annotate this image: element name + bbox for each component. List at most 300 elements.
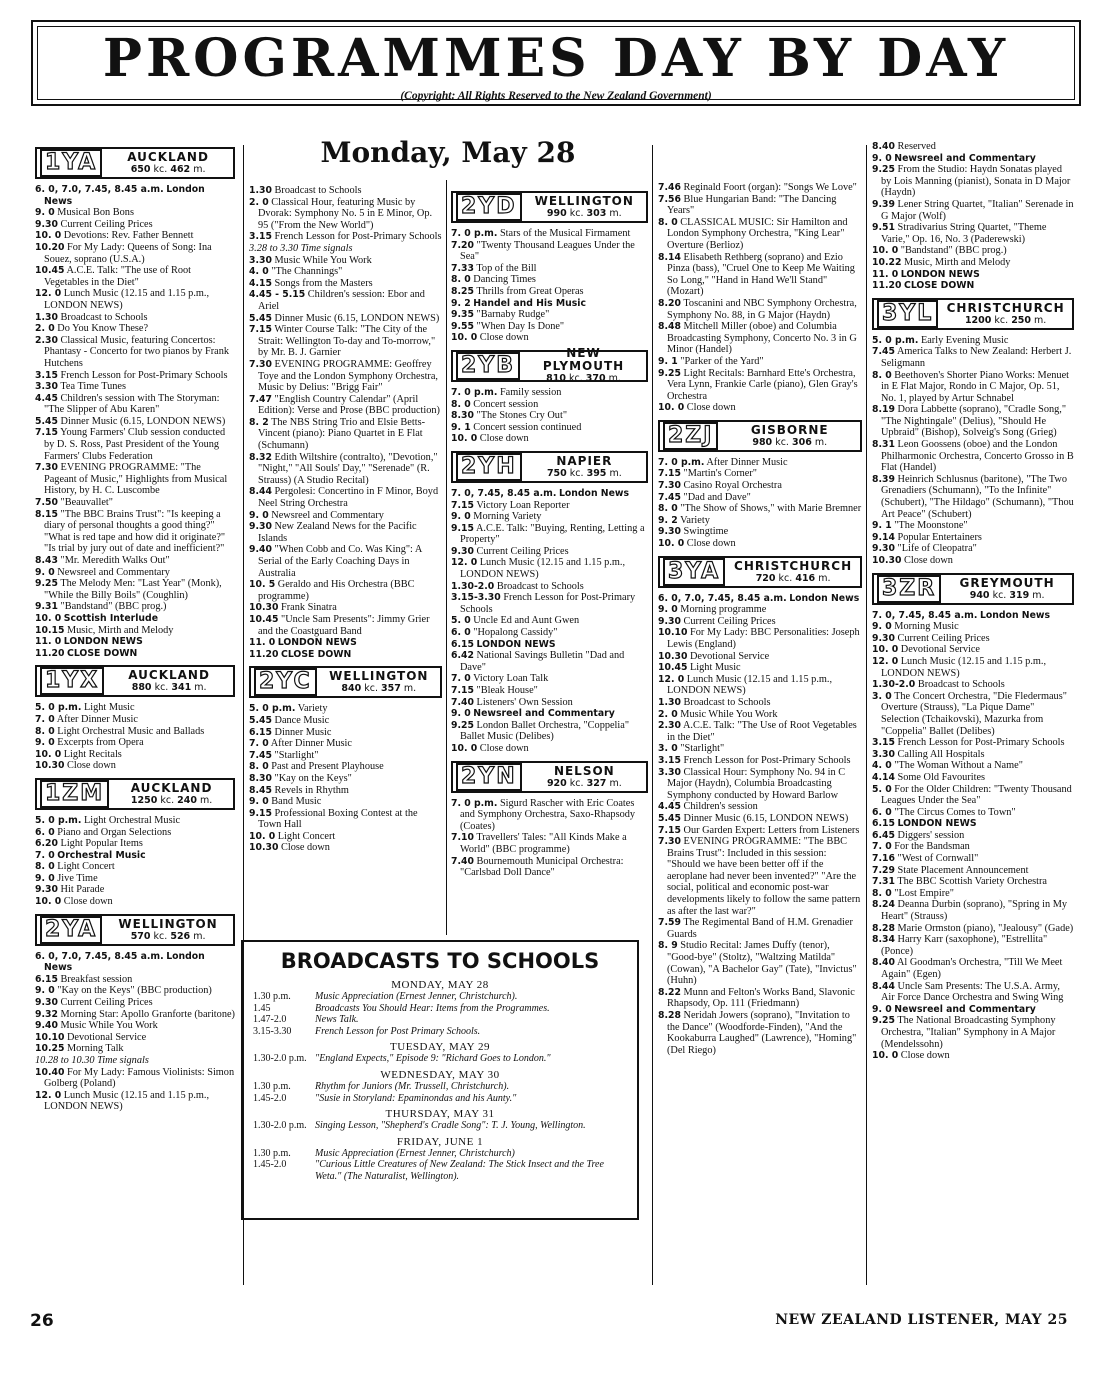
programme-title: Scottish Interlude [63, 612, 159, 624]
programme-entry [872, 981, 1074, 1004]
station-kc: 750 [546, 467, 567, 479]
programme-time: 11.20 [35, 647, 65, 659]
programme-time: 5.45 [658, 812, 681, 824]
programme-time: 5. 0 p.m. [35, 814, 82, 826]
programme-title: A.C.E. Talk: "The use of Root Vegetables in the Diet" [44, 265, 191, 288]
programme-entry [35, 726, 235, 738]
programme-entry [35, 815, 235, 827]
programme-entry [658, 743, 862, 755]
programme-entry [35, 509, 235, 555]
programme-title: Reserved [897, 141, 936, 152]
station-metres: 526 [170, 930, 191, 942]
programme-entry [249, 243, 442, 255]
programme-time: 9. 2 [451, 297, 471, 309]
programme-title: Frank Sinatra [281, 602, 337, 614]
programme-time: 10. 5 [249, 579, 276, 591]
programme-entry [35, 601, 235, 613]
programme-title: Close down [479, 332, 529, 344]
programme-time: 9.25 [872, 164, 895, 176]
programme-entry [35, 985, 235, 997]
programme-time: 10. 0 [872, 644, 899, 656]
programme-title: London News [44, 184, 205, 207]
programme-time: 10. 0 [35, 748, 62, 760]
programme-title: "The Circus Comes to Town" [894, 806, 1016, 818]
broadcasts-to-schools-box [241, 940, 639, 1220]
programme-entry [658, 616, 862, 628]
programme-entry [658, 515, 862, 527]
programme-time: 10.30 [249, 602, 279, 614]
programme-title: Close down [67, 760, 116, 772]
programme-time: 7.15 [451, 685, 474, 696]
programme-entry [451, 240, 648, 263]
programme-entry [451, 650, 648, 673]
programme-title: Harry Karr (saxophone), "Estrellita" (Ponce) [881, 934, 1048, 957]
programme-time: 12. 0 [35, 1089, 62, 1101]
programme-time: 9.25 [872, 1015, 895, 1027]
programme-entry [35, 850, 235, 862]
programme-time: 5.45 [249, 312, 272, 324]
programme-time: 8. 0 [249, 761, 269, 773]
programme-time: 9. 0 [249, 796, 269, 808]
programme-title: Leon Goossens (oboe) and the London Philharmonic Orchestra, Concerto Grosso in B Flat (Handel) [881, 439, 1074, 474]
programme-entry [451, 410, 648, 422]
programme-time: 6. 0, 7.0, 7.45, 8.45 a.m. [35, 950, 164, 962]
programme-title: "Starlight" [680, 743, 725, 755]
programme-title: Thrills from Great Operas [476, 285, 584, 297]
programme-time: 8. 0 [658, 216, 678, 228]
programme-time: 8.40 [872, 957, 895, 969]
programme-time: 7.33 [451, 262, 474, 274]
programme-time: 3.15-3.30 [451, 592, 501, 604]
programme-title: Close down [900, 1050, 950, 1062]
programme-title: Light Popular Items [60, 838, 143, 850]
programme-time: 9.15 [451, 522, 474, 534]
station-frequency: 880 kc. 341 m. [131, 682, 207, 694]
programme-title: "Mr. Meredith Walks Out" [60, 555, 170, 566]
programme-time: 8. 0 [451, 274, 471, 286]
programme-title: Music, Mirth and Melody [904, 256, 1011, 268]
programme-title: Geraldo and His Orchestra (BBC programme) [258, 579, 415, 602]
programme-entry [451, 557, 648, 580]
programme-title: LONDON NEWS [277, 637, 357, 649]
programme-title: From the Studio: Haydn Sonatas played by Lois Manning (pianist), Sonata in D Major (Haydn) [881, 164, 1071, 199]
programme-title: Close down [479, 742, 529, 754]
programme-title: Music While You Work [60, 1020, 158, 1032]
programme-entry [35, 884, 235, 896]
station-header [451, 191, 648, 223]
programme-title: Calling All Hospitals [897, 748, 985, 760]
programme-title: Close down [686, 538, 736, 550]
programme-entry [658, 503, 862, 515]
programme-entry [451, 488, 648, 500]
schools-broadcast-line [253, 1026, 627, 1038]
programme-time: 3.15 [872, 737, 895, 749]
programme-time: 9. 0 [35, 737, 55, 749]
programme-entry [451, 263, 648, 275]
programme-title: Winter Course Talk: "The City of the Strait: Wellington To-day and To-morrow," by Mr. B. J. Garnier [258, 324, 436, 359]
programme-title: Stars of the Musical Firmament [499, 228, 631, 239]
programme-title: Light Orchestral Music [83, 814, 181, 826]
programme-time: 9. 0 [658, 604, 678, 616]
programme-time: 11.20 [249, 648, 279, 660]
programme-entry [35, 370, 235, 382]
station-callsign-logo: 2YH [456, 453, 522, 481]
programme-time: 2.30 [658, 720, 681, 732]
programme-entry [451, 422, 648, 434]
station-callsign-logo: 3ZR [877, 575, 941, 603]
programme-entry [872, 474, 1074, 520]
programme-entry [35, 636, 235, 648]
column-3 [451, 185, 648, 935]
programme-entry [658, 709, 862, 721]
programme-title: Musical Bon Bons [57, 207, 134, 219]
programme-time: 8. 0 [35, 861, 55, 873]
programme-title: Mitchell Miller (oboe) and Columbia Broadcasting Symphony, Concerto No. 3 in G Minor (Handel) [667, 321, 857, 356]
programme-time: 8. 2 [249, 416, 269, 428]
programme-entry [249, 255, 442, 267]
programme-time: 10.15 [35, 624, 65, 636]
programme-entry [35, 1090, 235, 1113]
programme-entry [872, 1004, 1074, 1016]
schools-broadcast-time: 1.30 p.m. [253, 1147, 291, 1159]
programme-title: Light Concert [57, 861, 115, 873]
programme-title: Young Farmers' Club session conducted by D. S. Ross, Past President of the Young Farmers' Clubs Federation [44, 427, 226, 462]
programme-time: 8. 0 [451, 398, 471, 410]
programme-title: Blue Hungarian Band: "The Dancing Years" [667, 193, 837, 217]
programme-title: The NBS String Trio and Elsie Betts-Vincent (piano): Piano Quartet in E Flat (Schumann) [258, 416, 425, 452]
programme-time: 10.45 [658, 662, 688, 674]
programme-entry [451, 387, 648, 399]
programme-title: Devotional Service [900, 644, 980, 656]
programme-entry [658, 182, 862, 194]
programme-entry [249, 278, 442, 290]
station-frequency: 1250 kc. 240 m. [130, 794, 213, 806]
programme-time: 7. 0 [872, 841, 892, 853]
station-info [321, 670, 437, 694]
programme-title: Swingtime [683, 526, 729, 538]
programme-title: Uncle Sam Presents: The U.S.A. Army, Air Force Dance Orchestra and Swing Wing [881, 980, 1064, 1004]
programme-entry [872, 772, 1074, 784]
station-info [106, 918, 230, 942]
programme-title: Tea Time Tunes [60, 381, 127, 393]
programme-entry [35, 427, 235, 462]
programme-time: 5. 0 p.m. [872, 334, 919, 346]
schools-broadcast-line [253, 1003, 627, 1015]
programme-entry [35, 555, 235, 567]
programme-entry [658, 917, 862, 940]
schools-broadcast-title: Music Appreciation (Ernest Jenner, Christchurch) [315, 1147, 515, 1159]
programme-title: London Ballet Orchestra, "Coppelia" Ballet Music (Delibes) [460, 719, 630, 743]
schools-broadcast-line [253, 1014, 627, 1026]
programme-time: 8.28 [872, 922, 895, 934]
programme-entry [872, 346, 1074, 369]
programme-entry [249, 231, 442, 243]
programme-entry [35, 265, 235, 288]
programme-title: A.C.E. Talk: "Buying, Renting, Letting a Property" [460, 522, 645, 546]
programme-title: The Melody Men: "Last Year" (Monk), "While the Billy Boils" (Coughlin) [44, 578, 222, 601]
schools-broadcast-title: "Susie in Storyland: Epaminondas and his Aunty." [315, 1092, 517, 1104]
programme-time: 7.16 [872, 853, 895, 865]
station-info [945, 577, 1069, 601]
programme-entry [249, 359, 442, 394]
programme-time: 8.24 [872, 899, 895, 911]
programme-entry [35, 760, 235, 772]
programme-time: 6.15 [451, 638, 474, 650]
programme-title: CLOSE DOWN [904, 280, 975, 292]
programme-time: 11. 0 [249, 637, 276, 649]
programme-entry [872, 957, 1074, 980]
schools-day-heading: FRIDAY, JUNE 1 [396, 1135, 484, 1148]
programme-time: 5. 0 p.m. [249, 703, 296, 715]
programme-title: Uncle Ed and Aunt Gwen [473, 615, 580, 627]
programme-entry [872, 439, 1074, 474]
programme-title: Dinner Music (6.15, LONDON NEWS) [274, 312, 440, 324]
programme-title: Casino Royal Orchestra [683, 480, 782, 492]
programme-title: Heinrich Schlusnus (baritone), "The Two Grenadiers (Schumann), "To the Infinite" (Schubert), "The Hildago" (Schumann), "Thou Art Peace" (Schubert) [881, 473, 1074, 520]
programme-entry [872, 520, 1074, 532]
programme-entry [249, 842, 442, 854]
programme-title: French Lesson for Post-Primary Schools [897, 737, 1065, 749]
programme-title: Dinner Music (6.15, LONDON NEWS) [683, 812, 849, 824]
programme-entry [658, 651, 862, 663]
schools-broadcast-line [253, 1053, 627, 1065]
schools-broadcast-title: Singing Lesson, "Shepherd's Cradle Song": T. J. Young, Wellington. [315, 1120, 586, 1132]
programme-title: "Martin's Corner" [683, 468, 757, 480]
programme-time: 9. 0 [249, 509, 269, 521]
programme-entry [451, 228, 648, 240]
programme-entry [35, 861, 235, 873]
programme-time: 7. 0 p.m. [451, 228, 498, 239]
programme-time: 6.15 [249, 726, 272, 738]
programme-time: 7. 0, 7.45, 8.45 a.m. [451, 487, 557, 499]
programme-entry [658, 940, 862, 986]
programme-title: Close down [281, 842, 330, 854]
programme-entry [249, 738, 442, 750]
programme-entry [35, 578, 235, 601]
station-info [108, 669, 230, 693]
programme-entry [35, 288, 235, 311]
programme-title: Broadcast to Schools [60, 311, 148, 323]
programme-title: EVENING PROGRAMME: Geoffrey Toye and the London Symphony Orchestra, Music by Delius: "Brigg Fair" [258, 358, 439, 394]
programme-title: 3.28 to 3.30 Time signals [249, 242, 353, 254]
programme-entry [872, 633, 1074, 645]
station-metres: 357 [381, 683, 401, 695]
column-divider [446, 180, 447, 935]
station-city: WELLINGTON [329, 669, 429, 684]
programme-title: Concert session continued [473, 421, 582, 433]
programme-title: Light Concert [277, 830, 336, 842]
programme-entry [249, 521, 442, 544]
programme-time: 9.30 [872, 632, 895, 644]
station-header [872, 573, 1074, 605]
programme-entry [872, 818, 1074, 830]
station-header [658, 556, 862, 588]
programme-entry [451, 309, 648, 321]
programme-entry [249, 808, 442, 831]
programme-title: French Lesson for Post-Primary Schools [683, 754, 851, 766]
station-city: NEW PLYMOUTH [542, 346, 625, 374]
programme-time: 2. 0 [35, 323, 55, 335]
station-frequency: 750 kc. 395 m. [546, 467, 622, 479]
programme-entry [451, 615, 648, 627]
schools-broadcast-line [253, 1120, 627, 1132]
programme-entry [35, 737, 235, 749]
programme-title: Morning Music [894, 621, 959, 633]
schools-broadcast-time: 1.30 p.m. [253, 1080, 291, 1092]
station-callsign-logo: 1YA [40, 149, 102, 177]
station-metres: 306 [791, 436, 812, 448]
programme-entry [249, 750, 442, 762]
programme-entry [35, 312, 235, 324]
station-frequency: 650 kc. 462 m. [130, 164, 206, 175]
programme-entry [451, 298, 648, 310]
programme-title: Travellers' Tales: "All Kinds Make a World" (BBC programme) [460, 832, 627, 855]
programme-entry [249, 761, 442, 773]
station-header [249, 666, 442, 698]
programme-title: Excerpts from Opera [57, 737, 144, 749]
programme-entry [872, 245, 1074, 257]
programme-title: Top of the Bill [476, 262, 537, 274]
programme-title: Lunch Music (12.15 and 1.15 p.m., LONDON NEWS) [667, 673, 833, 697]
programme-time: 10. 0 [658, 538, 685, 550]
programme-title: The BBC Scottish Variety Orchestra [897, 876, 1048, 888]
programme-title: Revels in Rhythm [274, 784, 349, 796]
programme-entry [451, 274, 648, 286]
station-callsign-logo: 2YC [254, 668, 317, 696]
programme-title: Close down [479, 433, 529, 445]
programme-time: 10.22 [872, 256, 902, 268]
programme-title: Morning programme [680, 604, 767, 616]
programme-title: Band Music [271, 796, 322, 808]
programme-time: 5. 0 [872, 783, 892, 795]
station-info [942, 302, 1069, 326]
programme-entry [35, 1020, 235, 1032]
programme-time: 10. 0 [451, 742, 478, 754]
programme-title: Classical Hour, featuring Music by Dvorak: Symphony No. 5 in E Minor, Op. 95 ("From the New World") [258, 196, 433, 231]
programme-title: "Kay on the Keys" [274, 772, 352, 784]
programme-title: Edith Wiltshire (contralto), "Devotion," "Night," "All Souls' Day," "Serenade" (R. Strauss) (A Studio Recital) [258, 451, 438, 486]
programme-entry [658, 836, 862, 917]
programme-entry [872, 876, 1074, 888]
programme-entry [35, 323, 235, 335]
programme-entry [872, 691, 1074, 737]
schools-broadcast-title: Broadcasts You Should Hear: Items from the Programmes. [315, 1002, 550, 1014]
schools-broadcast-line [253, 1148, 627, 1160]
programme-title: "Kay on the Keys" (BBC production) [57, 985, 212, 997]
programme-time: 10.45 [35, 265, 65, 277]
programme-time: 5. 0 p.m. [35, 702, 82, 714]
schools-broadcast-time: 1.30 p.m. [253, 991, 291, 1002]
station-callsign-logo: 2YA [40, 916, 102, 944]
day-heading: Monday, May 28 [320, 136, 576, 169]
programme-title: Deanna Durbin (soprano), "Spring in My Heart" (Strauss) [881, 899, 1068, 923]
programme-title: Light Recitals [63, 748, 122, 760]
station-city: GISBORNE [750, 422, 829, 437]
programme-time: 9.30 [872, 543, 895, 555]
programme-time: 10. 0 [35, 896, 62, 908]
programme-title: Lunch Music (12.15 and 1.15 p.m., LONDON NEWS) [44, 1089, 210, 1113]
programme-entry [658, 217, 862, 252]
programme-entry [249, 185, 442, 197]
programme-title: "Hopalong Cassidy" [473, 627, 558, 639]
station-callsign-logo: 2ZJ [663, 422, 718, 450]
programme-entry [872, 153, 1074, 165]
programme-time: 2. 0 [658, 708, 678, 720]
programme-entry [872, 830, 1074, 842]
station-kc: 880 [131, 682, 152, 694]
programme-time: 9.14 [872, 531, 895, 543]
programme-entry [658, 194, 862, 217]
programme-title: "Uncle Sam Presents": Jimmy Grier and the Coastguard Band [258, 613, 430, 637]
programme-entry [451, 627, 648, 639]
programme-title: "The Show of Shows," with Marie Bremner [680, 503, 862, 515]
programme-title: Children's session [683, 801, 758, 813]
programme-title: "The Channings" [271, 266, 343, 278]
programme-time: 4. 0 [249, 266, 269, 278]
station-info [113, 782, 230, 806]
programme-entry [249, 289, 442, 312]
programme-title: Morning Star: Apollo Granforte (baritone) [60, 1008, 235, 1020]
station-kc: 720 [755, 572, 776, 584]
programme-title: Broadcast to Schools [496, 580, 584, 592]
programme-entry [35, 974, 235, 986]
programme-time: 12. 0 [35, 288, 62, 300]
schools-broadcast-time: 1.45-2.0 [253, 1159, 287, 1171]
programme-entry [658, 801, 862, 813]
programme-time: 8. 0 [872, 369, 892, 381]
programme-time: 10. 0 [872, 1050, 899, 1062]
programme-title: Do You Know These? [57, 323, 149, 335]
station-city: AUCKLAND [130, 780, 213, 795]
programme-title: For My Lady: Queens of Song: Ina Souez, soprano (U.S.A.) [44, 241, 212, 265]
station-kc: 980 [752, 436, 773, 448]
programme-time: 4. 0 [872, 760, 892, 772]
programme-time: 7.15 [35, 427, 58, 439]
programme-title: Morning Variety [473, 511, 542, 523]
programme-entry [872, 749, 1074, 761]
programme-time: 9.30 [35, 884, 58, 896]
programme-entry [872, 934, 1074, 957]
programme-title: CLOSE DOWN [67, 647, 138, 659]
programme-entry [249, 313, 442, 325]
programme-entry [451, 697, 648, 709]
programme-title: Beethoven's Shorter Piano Works: Menuet in E Flat Major, Rondo in C Major, Op. 51, No. 1, played by Artur Schnabel [881, 369, 1070, 404]
programme-time: 7.15 [658, 824, 681, 836]
station-info [526, 455, 643, 479]
programme-entry [451, 856, 648, 879]
programme-time: 8.31 [872, 439, 895, 451]
programme-title: Victory Loan Talk [473, 673, 549, 685]
programme-time: 9.30 [658, 615, 681, 627]
station-metres: 303 [586, 208, 607, 219]
programme-time: 8.39 [872, 473, 895, 485]
programme-time: 9.30 [658, 526, 681, 538]
programme-time: 8.25 [451, 285, 474, 297]
programme-entry [872, 621, 1074, 633]
programme-title: Stradivarius String Quartet, "Theme Varie," Op. 16, No. 3 (Paderewski) [881, 222, 1047, 245]
programme-title: Morning Talk [67, 1043, 124, 1055]
programme-entry [35, 393, 235, 416]
programme-time: 10.30 [872, 555, 902, 566]
programme-entry [658, 593, 862, 605]
station-metres: 462 [170, 164, 191, 175]
programme-entry [872, 335, 1074, 347]
schools-day-heading: THURSDAY, MAY 31 [385, 1108, 495, 1121]
programme-entry [35, 702, 235, 714]
programme-time: 2. 0 [249, 196, 269, 208]
programme-title: Listeners' Own Session [476, 696, 573, 708]
station-callsign-logo: 3YA [663, 558, 725, 586]
